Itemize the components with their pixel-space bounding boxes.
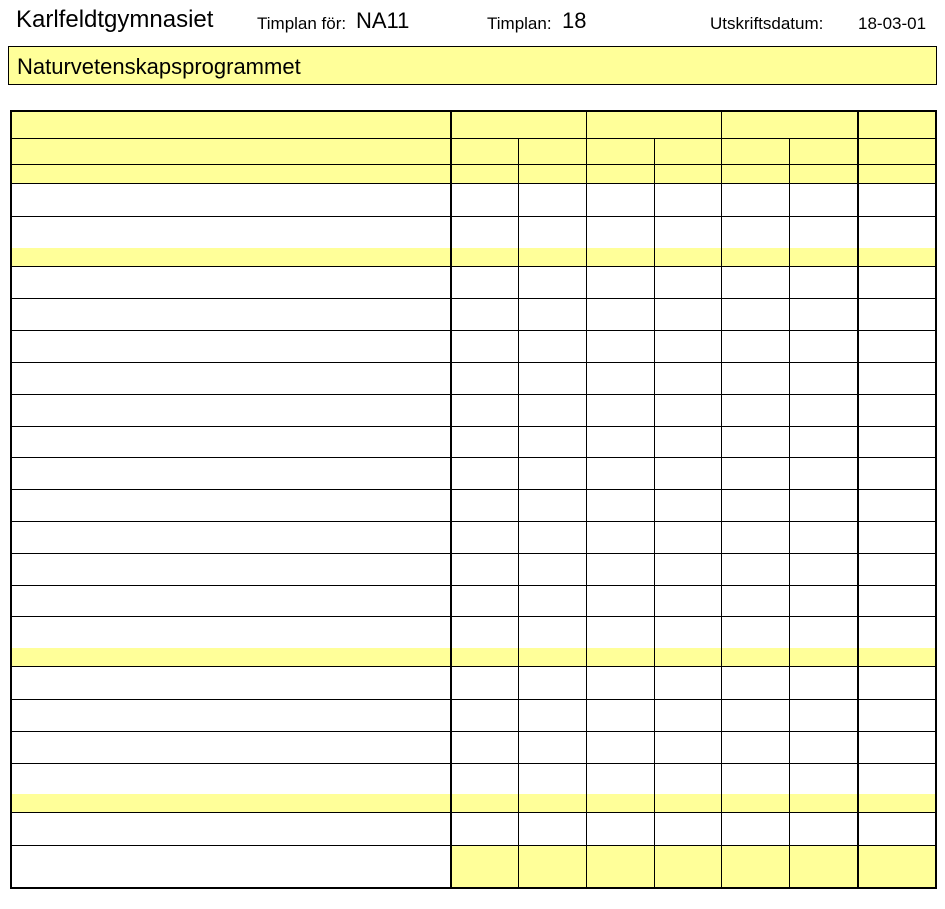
row-line [12,699,935,700]
row-line [12,521,935,522]
row-line [12,585,935,586]
section-line [12,666,935,667]
row-line [12,553,935,554]
course-table [10,110,937,889]
total-cell-bg [721,846,789,887]
total-cell-bg [518,846,586,887]
print-date-value: 18-03-01 [858,14,927,33]
row-line [12,489,935,490]
grid-col-line [586,112,587,889]
row-line [12,457,935,458]
grid-col-line [857,112,859,889]
total-cell-bg [789,846,857,887]
timplan-value: 18 [562,8,587,33]
section-line [12,266,935,267]
print-date-label: Utskriftsdatum: [710,14,824,33]
section-header [12,648,935,666]
year-header [586,116,721,136]
timplan-label: Timplan: [487,14,552,33]
program-name: Naturvetenskapsprogrammet [17,54,301,79]
section-header [12,794,935,812]
grid-col-line [789,138,790,889]
program-banner [8,46,937,85]
row-line [12,330,935,331]
section-line [12,812,935,813]
timplan-for-label: Timplan för: [257,14,347,33]
row-line [12,394,935,395]
year-header [721,116,857,136]
row-line [12,426,935,427]
timplan-for-value: NA11 [356,8,410,33]
total-cell-bg [857,846,935,887]
section-line [12,183,935,184]
total-cell-bg [450,846,518,887]
row-line [12,298,935,299]
grid-col-line [654,138,655,889]
row-line [12,616,935,617]
grid-col-line [518,138,519,889]
total-cell-bg [586,846,654,887]
section-header [12,248,935,266]
grid-col-line [450,112,452,889]
row-line [12,731,935,732]
row-line [12,763,935,764]
year-divider [12,138,935,139]
row-line [12,362,935,363]
row-line [12,216,935,217]
year-header [450,116,586,136]
page-header [0,4,945,38]
total-cell-bg [654,846,721,887]
grid-col-line [721,112,722,889]
section-header [12,165,935,183]
school-name: Karlfeldtgymnasiet [16,6,214,33]
